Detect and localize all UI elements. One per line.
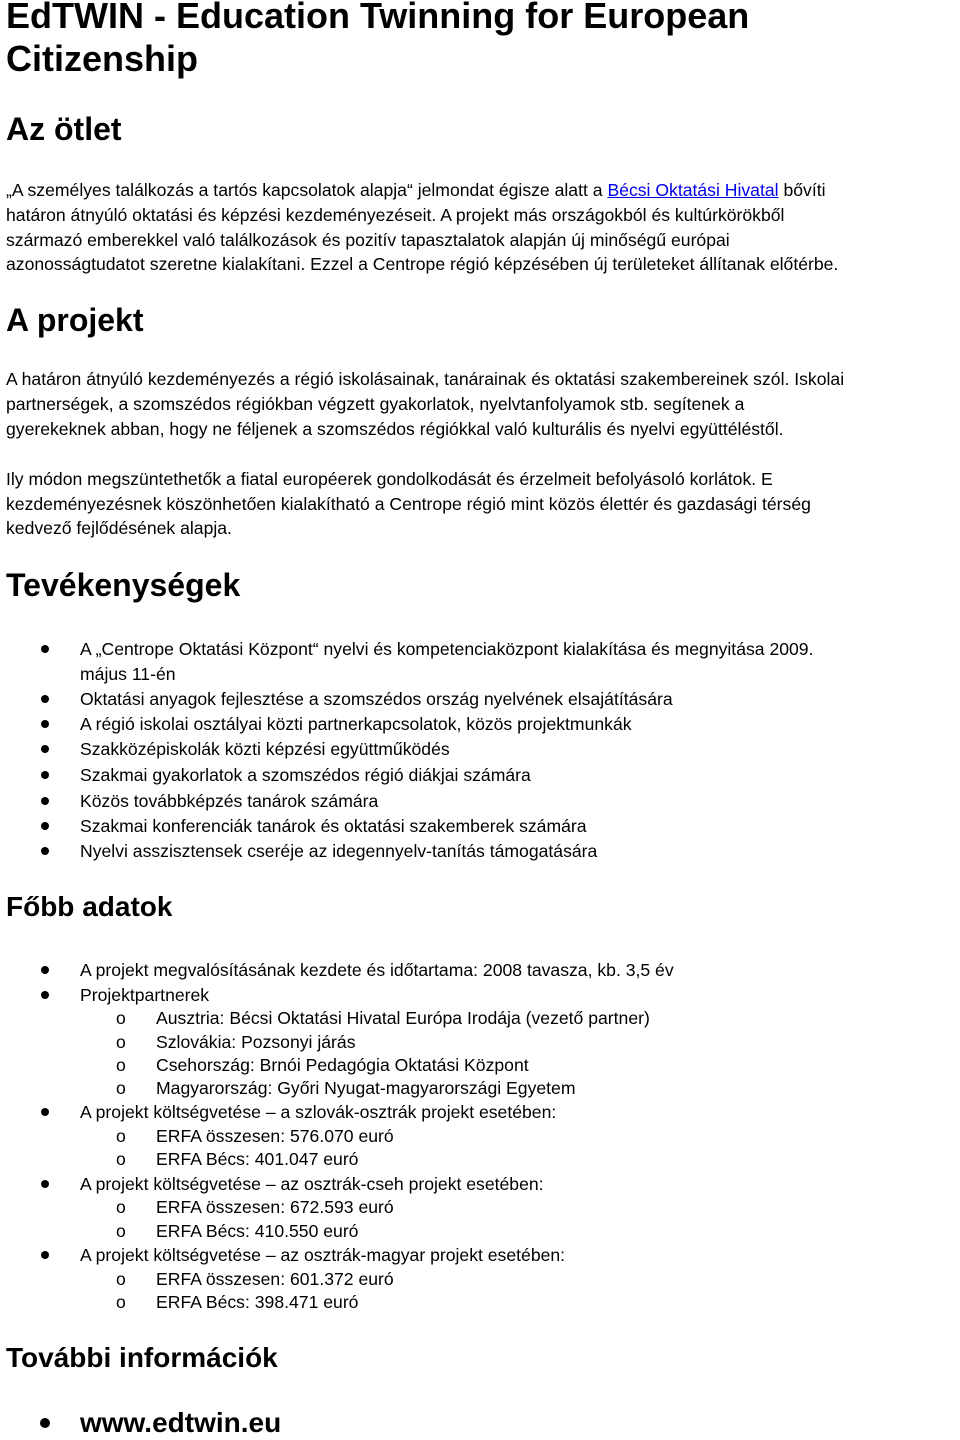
bullet-icon — [41, 695, 49, 703]
sub-bullet-marker: o — [116, 1032, 126, 1052]
bullet-icon — [40, 1418, 50, 1428]
sub-bullet-marker: o — [116, 1078, 126, 1098]
page-title-line-2: Citizenship — [6, 38, 199, 79]
budget-at-hu-total: ERFA összesen: 601.372 euró — [156, 1269, 394, 1289]
sub-bullet-marker: o — [116, 1221, 126, 1241]
idea-text-before-link: „A személyes találkozás a tartós kapcsolatok alapja“ jelmondat égisze alatt a — [6, 180, 608, 200]
sub-bullet-marker: o — [116, 1292, 126, 1312]
idea-paragraph-line-1 — [6, 178, 826, 202]
bullet-icon — [41, 745, 49, 753]
bullet-icon — [41, 966, 49, 974]
project-paragraph-2-line-1: Ily módon megszüntethetők a fiatal européerek gondolkodását és érzelmeit befolyásoló korlátok. E — [6, 469, 773, 489]
budget-at-cz-total: ERFA összesen: 672.593 euró — [156, 1197, 394, 1217]
activity-item-5: Szakmai gyakorlatok a szomszédos régió diákjai számára — [80, 765, 531, 785]
idea-paragraph-line-4: azonosságtudatot szeretne kialakítani. Ezzel a Centrope régió képzésében új területeket állítanak előtérbe. — [6, 254, 839, 274]
project-paragraph-1-line-2: partnerségek, a szomszédos régiókban végzett gyakorlatok, nyelvtanfolyamok stb. segítenek a — [6, 394, 745, 414]
budget-at-cz-vienna: ERFA Bécs: 410.550 euró — [156, 1221, 359, 1241]
website-url[interactable]: www.edtwin.eu — [80, 1407, 282, 1438]
activity-item-2: Oktatási anyagok fejlesztése a szomszédos ország nyelvének elsajátítására — [80, 689, 673, 709]
activity-item-4: Szakközépiskolák közti képzési együttműködés — [80, 739, 450, 759]
section-heading-more-info: További információk — [6, 1342, 278, 1373]
fact-item-1: A projekt megvalósításának kezdete és időtartama: 2008 tavasza, kb. 3,5 év — [80, 960, 674, 980]
bullet-icon — [41, 1180, 49, 1188]
idea-text-after-link: bővíti — [778, 180, 826, 200]
sub-bullet-marker: o — [116, 1269, 126, 1289]
bullet-icon — [41, 797, 49, 805]
becsi-oktatasi-hivatal-link[interactable]: Bécsi Oktatási Hivatal — [607, 180, 779, 200]
sub-bullet-marker: o — [116, 1055, 126, 1075]
bullet-icon — [41, 645, 49, 653]
partner-austria: Ausztria: Bécsi Oktatási Hivatal Európa Irodája (vezető partner) — [156, 1008, 650, 1028]
sub-bullet-marker: o — [116, 1126, 126, 1146]
bullet-icon — [41, 822, 49, 830]
bullet-icon — [41, 1251, 49, 1259]
partner-slovakia: Szlovákia: Pozsonyi járás — [156, 1032, 356, 1052]
activity-item-6: Közös továbbképzés tanárok számára — [80, 791, 379, 811]
partner-czechia: Csehország: Brnói Pedagógia Oktatási Központ — [156, 1055, 529, 1075]
bullet-icon — [41, 847, 49, 855]
fact-item-5: A projekt költségvetése – az osztrák-magyar projekt esetében: — [80, 1245, 566, 1265]
idea-paragraph-line-3: származó emberekkel való találkozások és pozitív tapasztalatok alapján új minőségű európai — [6, 230, 730, 250]
project-paragraph-1-line-1: A határon átnyúló kezdeményezés a régió iskolásainak, tanárainak és oktatási szakembereinek szól. Iskolai — [6, 369, 845, 389]
activity-item-1-line-1: A „Centrope Oktatási Központ“ nyelvi és kompetenciaközpont kialakítása és megnyitása 2009. — [80, 639, 814, 659]
sub-bullet-marker: o — [116, 1008, 126, 1028]
idea-paragraph-line-2: határon átnyúló oktatási és képzési kezdeményezéseit. A projekt más országokból és kultúrkörökből — [6, 205, 785, 225]
project-paragraph-2-line-3: kedvező fejlődésének alapja. — [6, 518, 232, 538]
section-heading-idea: Az ötlet — [6, 111, 122, 147]
fact-item-3: A projekt költségvetése – a szlovák-osztrák projekt esetében: — [80, 1102, 557, 1122]
project-paragraph-1-line-3: gyerekeknek abban, hogy ne féljenek a szomszédos régiókkal való kulturális és nyelvi együttéléstől. — [6, 419, 784, 439]
activity-item-1-line-2: május 11-én — [80, 664, 176, 684]
fact-item-4: A projekt költségvetése – az osztrák-cseh projekt esetében: — [80, 1174, 544, 1194]
section-heading-facts: Főbb adatok — [6, 891, 173, 922]
bullet-icon — [41, 720, 49, 728]
budget-at-hu-vienna: ERFA Bécs: 398.471 euró — [156, 1292, 359, 1312]
partner-hungary: Magyarország: Győri Nyugat-magyarországi Egyetem — [156, 1078, 576, 1098]
activity-item-8: Nyelvi asszisztensek cseréje az idegennyelv-tanítás támogatására — [80, 841, 598, 861]
activity-item-7: Szakmai konferenciák tanárok és oktatási szakemberek számára — [80, 816, 587, 836]
project-paragraph-2-line-2: kezdeményezésnek köszönhetően kialakítható a Centrope régió mint közös élettér és gazdasági térség — [6, 494, 811, 514]
bullet-icon — [41, 1108, 49, 1116]
budget-sk-at-total: ERFA összesen: 576.070 euró — [156, 1126, 394, 1146]
budget-sk-at-vienna: ERFA Bécs: 401.047 euró — [156, 1149, 359, 1169]
section-heading-project: A projekt — [6, 302, 144, 338]
bullet-icon — [41, 991, 49, 999]
page-title-line-1: EdTWIN - Education Twinning for European — [6, 0, 750, 36]
fact-item-2: Projektpartnerek — [80, 985, 210, 1005]
sub-bullet-marker: o — [116, 1149, 126, 1169]
activity-item-3: A régió iskolai osztályai közti partnerkapcsolatok, közös projektmunkák — [80, 714, 632, 734]
bullet-icon — [41, 771, 49, 779]
sub-bullet-marker: o — [116, 1197, 126, 1217]
section-heading-activities: Tevékenységek — [6, 567, 241, 603]
